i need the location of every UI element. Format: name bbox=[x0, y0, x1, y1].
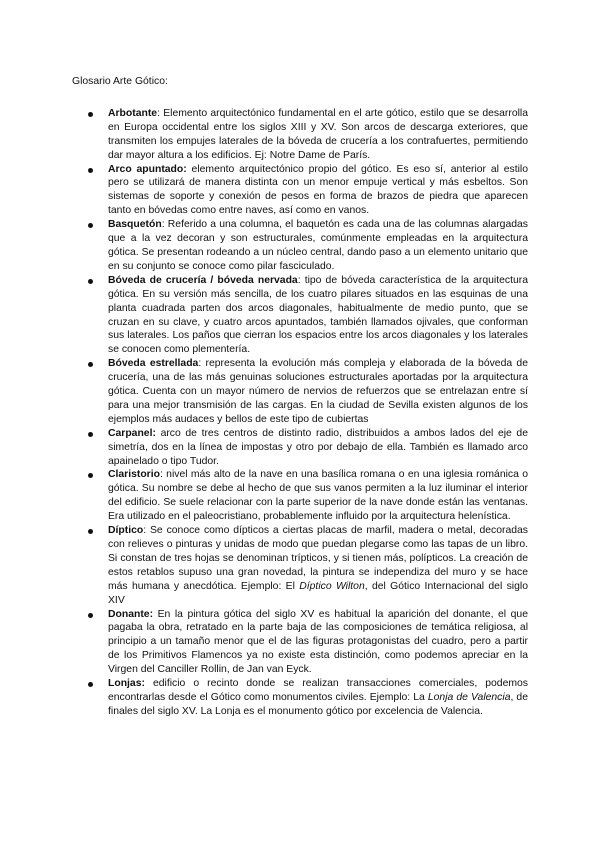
glossary-entry-arbotante bbox=[108, 107, 528, 163]
glossary-entry-basqueton bbox=[108, 218, 528, 274]
glossary-term: Claristorio bbox=[108, 469, 160, 481]
glossary-entry-boveda-cruceria bbox=[108, 274, 528, 357]
glossary-definition: : Se conoce como dípticos a ciertas placas de marfil, madera o metal, decoradas con relieves o pinturas y unidas de modo que puedan plegarse como las tapas de un libro. Si constan de tres hojas se denominan trípticos, y si tienen más, polípticos. La creación de estos retablos supuso una gran novedad, la pintura se independiza del muro y se hace más humana y anecdótica. Ejemplo: El bbox=[108, 525, 528, 592]
glossary-entry-donante bbox=[108, 608, 528, 678]
glossary-entry-boveda-estrellada bbox=[108, 357, 528, 427]
glossary-entry-lonjas bbox=[108, 677, 528, 719]
bullet-icon bbox=[88, 432, 93, 437]
glossary-definition: : tipo de bóveda característica de la arquitectura gótica. En su versión más sencilla, de los cuatro pilares situados en las esquinas de una planta cuadrada parten dos arcos diagonales, habitualmente de medio punto, que se cruzan en su clave, y cuatro arcos apuntados, también llamados ojivales, que conforman sus laterales. Los paños que cierran los espacios entre los arcos diagonales y los laterales se conocen como plementería. bbox=[108, 274, 528, 356]
document-title: Glosario Arte Gótico: bbox=[72, 76, 168, 87]
glossary-term: Carpanel: bbox=[108, 427, 156, 439]
glossary-entry-diptico bbox=[108, 524, 528, 607]
bullet-icon bbox=[88, 279, 93, 284]
glossary-term: Díptico bbox=[108, 525, 144, 537]
bullet-icon bbox=[88, 112, 93, 117]
bullet-icon bbox=[88, 362, 93, 367]
glossary-definition: arco de tres centros de distinto radio, distribuidos a ambos lados del eje de simetría, dos en la línea de impostas y otro por debajo de ella. También es llamado arco apainelado o tipo Tudor. bbox=[108, 427, 528, 467]
bullet-icon bbox=[88, 473, 93, 478]
glossary-definition-end: , de finales del siglo XV. La Lonja es el monumento gótico por excelencia de Valencia. bbox=[108, 691, 528, 717]
glossary-entry-claristorio bbox=[108, 468, 528, 524]
glossary-definition: En la pintura gótica del siglo XV es habitual la aparición del donante, el que pagaba la obra, retratado en la parte baja de las composiciones de temática religiosa, al principio a un tamaño menor que el de las figuras protagonistas del cuadro, pero a partir de los Primitivos Flamencos ya no existe esta distinción, como podemos apreciar en la Virgen del Canciller Rollin, de Jan van Eyck. bbox=[108, 608, 528, 676]
glossary-definition: : Elemento arquitectónico fundamental en el arte gótico, estilo que se desarrolla en Europa occidental entre los siglos XIII y XV. Son arcos de descarga exteriores, que transmiten los empujes laterales de la bóveda de crucería a los contrafuertes, permitiendo dar mayor altura a los edificios. Ej: Notre Dame de París. bbox=[108, 107, 528, 161]
bullet-icon bbox=[88, 223, 93, 228]
glossary-term: Donante: bbox=[108, 608, 154, 620]
bullet-icon bbox=[88, 168, 93, 173]
glossary-definition: elemento arquitectónico propio del gótico. Es eso sí, anterior al estilo pero se utilizará de manera distinta con un menor empuje vertical y más esbeltos. Son sistemas de soporte y conexión de pesos en forma de brazos de piedra que aparecen tanto en bóvedas como entre naves, así como en vanos. bbox=[108, 163, 528, 217]
glossary-term: Lonjas: bbox=[108, 678, 145, 690]
glossary-list bbox=[72, 107, 528, 719]
glossary-term: Arco apuntado: bbox=[108, 163, 187, 175]
glossary-entry-carpanel bbox=[108, 427, 528, 469]
glossary-definition-end: , del Gótico Internacional del siglo XIV bbox=[108, 580, 528, 606]
glossary-entry-arco-apuntado bbox=[108, 163, 528, 219]
glossary-term: Bóveda estrellada bbox=[108, 358, 199, 370]
glossary-definition: : Referido a una columna, el baquetón es cada una de las columnas alargadas que a la vez decoran y son estructurales, comúnmente empleadas en la arquitectura gótica. Se presentan rodeando a un núcleo central, dando paso a un elemento unitario que en su conjunto se conoce como pilar fasciculado. bbox=[108, 219, 528, 272]
bullet-icon bbox=[88, 613, 93, 618]
glossary-definition: : representa la evolución más compleja y elaborada de la bóveda de crucería, una de las más genuinas soluciones estructurales aportadas por la arquitectura gótica. Cuenta con un mayor número de nervios de refuerzos que se entrelazan entre sí para una mejor transmisión de las cargas. En la ciudad de Sevilla existen algunos de los ejemplos más audaces y bellos de este tipo de cubiertas bbox=[108, 358, 528, 425]
glossary-italic-example: Díptico Wilton bbox=[299, 580, 365, 592]
glossary-term: Arbotante bbox=[108, 107, 158, 119]
glossary-term: Basquetón bbox=[108, 219, 162, 231]
glossary-definition: : nivel más alto de la nave en una basílica romana o en una iglesia románica o gótica. Su nombre se debe al hecho de que sus vanos permiten a la luz iluminar el interior del edificio. Se suele relacionar con la parte superior de la nave donde están las ventanas. Era utilizado en el paleocristiano, probablemente influido por la arquitectura helenística. bbox=[108, 469, 528, 523]
glossary-italic-example: Lonja de Valencia bbox=[427, 691, 511, 703]
glossary-definition: edificio o recinto donde se realizan transacciones comerciales, podemos encontrarlas desde el Gótico como monumentos civiles. Ejemplo: La bbox=[108, 678, 528, 703]
bullet-icon bbox=[88, 529, 93, 534]
glossary-term: Bóveda de crucería / bóveda nervada bbox=[108, 274, 298, 286]
bullet-icon bbox=[88, 682, 93, 687]
